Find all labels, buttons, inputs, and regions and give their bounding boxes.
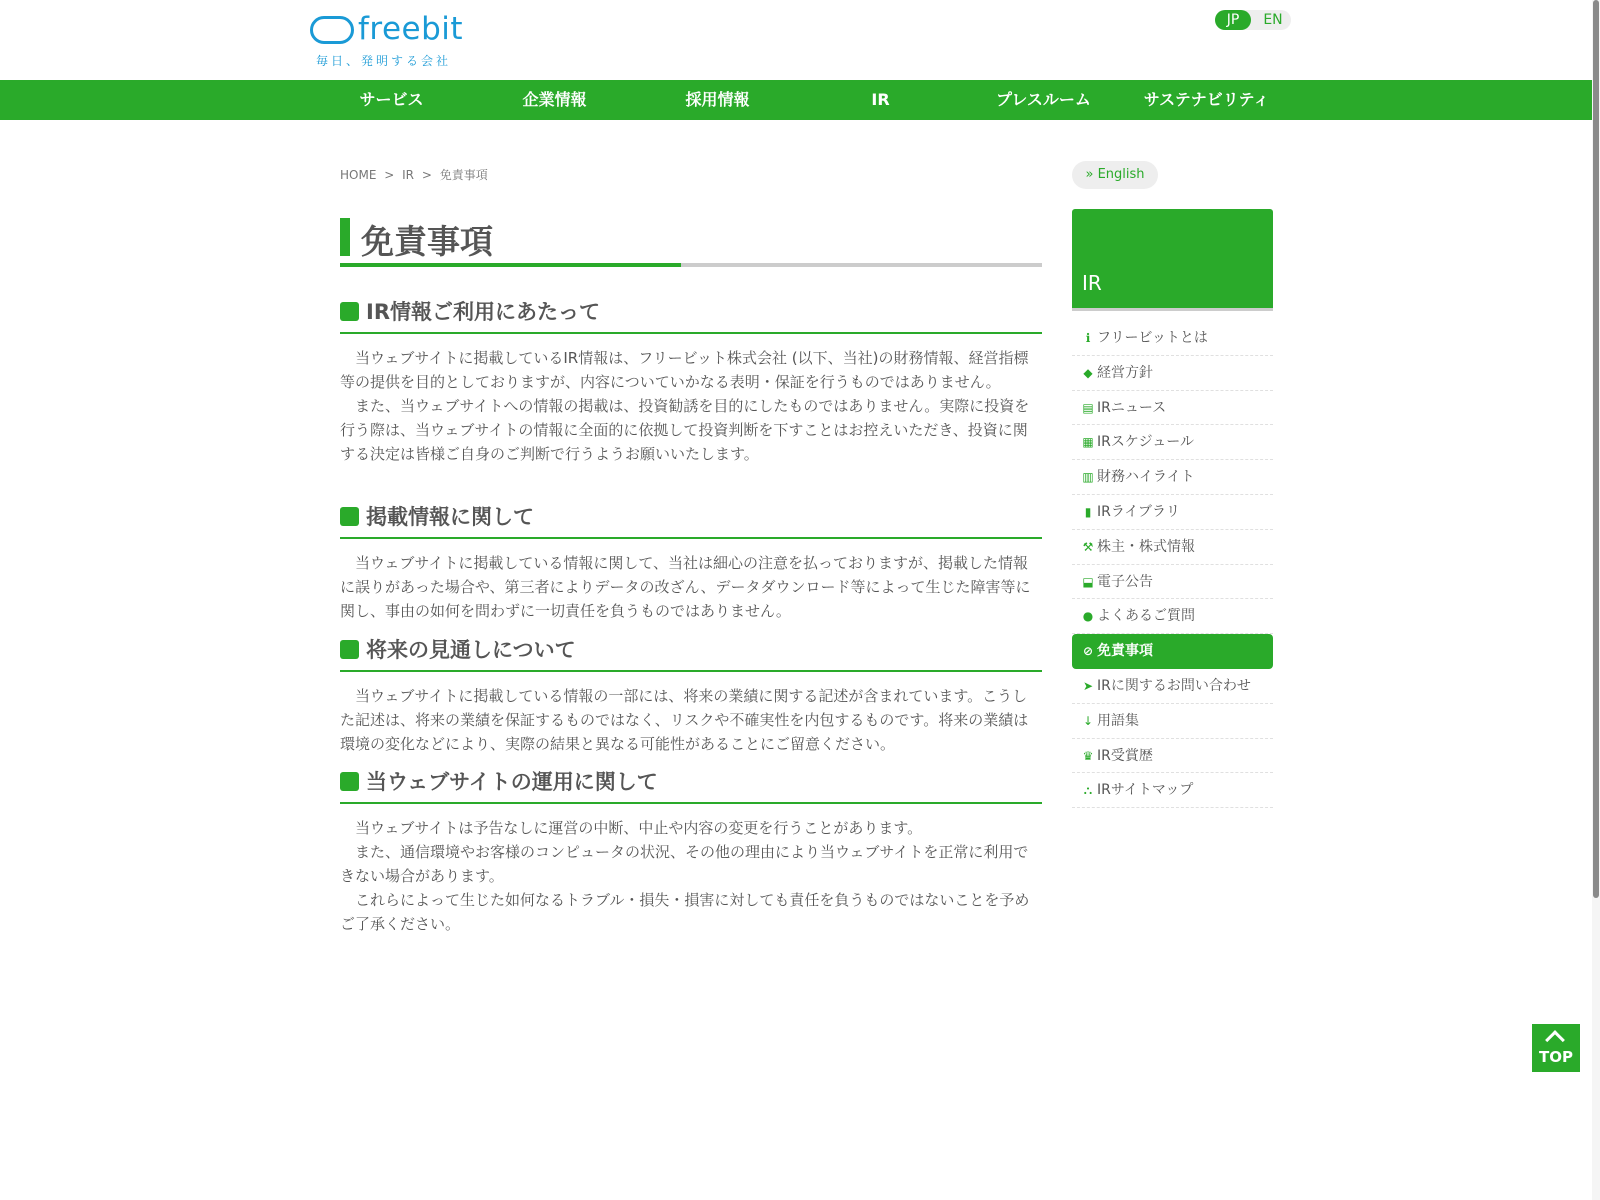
sidebar-item[interactable]	[1072, 669, 1273, 704]
section-paragraph: 当ウェブサイトに掲載している情報の一部には、将来の業績に関する記述が含まれています。こうした記述は、将来の業績を保証するものではなく、リスクや不確実性を内包するものです。将来の業績は環境の変化などにより、実際の結果と異なる可能性があることにご留意ください。	[340, 687, 1029, 753]
section-heading	[340, 501, 1042, 539]
breadcrumb-ir[interactable]: IR	[402, 168, 415, 182]
section-title: 掲載情報に関して	[366, 505, 534, 529]
sidebar-item[interactable]	[1072, 599, 1273, 634]
breadcrumb-separator: >	[384, 168, 395, 182]
back-to-top-button[interactable]	[1532, 1024, 1580, 1072]
section-posted-info	[340, 501, 1042, 623]
sidebar-item[interactable]	[1072, 634, 1273, 669]
section-square-icon	[340, 507, 359, 526]
section-site-operation	[340, 766, 1042, 936]
section-body	[340, 539, 1042, 623]
section-body	[340, 804, 1042, 936]
sidebar-item-label: IRに関するお問い合わせ	[1097, 677, 1251, 694]
sidebar-item-label: IRスケジュール	[1097, 434, 1195, 451]
lang-en-button[interactable]: EN	[1263, 12, 1283, 28]
section-paragraph: 当ウェブサイトは予告なしに運営の中断、中止や内容の変更を行うことがあります。	[355, 819, 923, 837]
inbox-icon: ⬓	[1082, 574, 1094, 589]
nav-item-pressroom[interactable]: プレスルーム	[996, 90, 1091, 109]
sidebar-item[interactable]	[1072, 425, 1273, 460]
lang-jp-button[interactable]: JP	[1215, 10, 1251, 30]
tags-icon: ◆	[1083, 365, 1093, 380]
language-switch	[1215, 10, 1291, 30]
paperclip-icon: ⊘	[1082, 644, 1094, 659]
sidebar-item[interactable]	[1072, 739, 1273, 774]
comments-icon: ●	[1082, 609, 1094, 624]
sidebar-header	[1072, 209, 1273, 311]
scrollbar-thumb[interactable]	[1593, 0, 1599, 898]
global-nav	[0, 80, 1600, 120]
section-title: 将来の見通しについて	[366, 638, 576, 662]
breadcrumb-current: 免責事項	[439, 168, 488, 182]
breadcrumb-home[interactable]: HOME	[340, 168, 377, 182]
nav-item-ir[interactable]: IR	[871, 90, 890, 109]
gavel-icon: ⚒	[1082, 539, 1094, 554]
nav-item-company[interactable]: 企業情報	[522, 90, 587, 109]
breadcrumb-separator: >	[421, 168, 432, 182]
sidebar-item[interactable]	[1072, 321, 1273, 356]
section-heading	[340, 634, 1042, 672]
site-header	[0, 0, 1600, 80]
freebit-logo[interactable]	[310, 11, 464, 70]
calendar-icon: ▦	[1082, 435, 1094, 450]
section-heading	[340, 296, 1042, 334]
section-title: IR情報ご利用にあたって	[366, 300, 600, 324]
sidebar-item-label: IRニュース	[1097, 399, 1167, 416]
breadcrumb	[340, 166, 492, 183]
section-body	[340, 672, 1042, 756]
logo-tagline: 毎日、発明する会社	[316, 54, 452, 68]
sidebar-item-label: 免責事項	[1097, 643, 1153, 660]
section-heading	[340, 766, 1042, 804]
section-paragraph: これらによって生じた如何なるトラブル・損失・損害に対しても責任を負うものではないことを予めご了承ください。	[340, 891, 1030, 933]
english-link-button[interactable]: » English	[1072, 161, 1158, 189]
sidebar-item-label: 用語集	[1097, 712, 1139, 729]
sidebar-item-label: IR受賞歴	[1097, 747, 1153, 764]
info-icon: ℹ	[1085, 331, 1091, 345]
logo-mark-icon	[310, 16, 354, 44]
sidebar-item[interactable]	[1072, 565, 1273, 600]
sidebar-item[interactable]	[1072, 356, 1273, 391]
nav-item-services[interactable]: サービス	[359, 90, 424, 109]
back-to-top-label: TOP	[1539, 1048, 1573, 1066]
sidebar-item-label: IRライブラリ	[1097, 503, 1181, 520]
page-scrollbar[interactable]	[1592, 0, 1600, 1200]
sidebar-item[interactable]	[1072, 704, 1273, 739]
sidebar-item[interactable]	[1072, 495, 1273, 530]
sidebar-item[interactable]	[1072, 773, 1273, 808]
sidebar-item-label: IRサイトマップ	[1097, 782, 1194, 799]
section-forward-looking	[340, 634, 1042, 756]
section-body	[340, 334, 1042, 466]
section-paragraph: 当ウェブサイトに掲載しているIR情報は、フリービット株式会社 (以下、当社)の財務情報、経営指標等の提供を目的としておりますが、内容についていかなる表明・保証を行うものではありません。	[340, 349, 1029, 391]
section-square-icon	[340, 302, 359, 321]
section-paragraph: また、当ウェブサイトへの情報の掲載は、投資勧誘を目的にしたものではありません。実際に投資を行う際は、当ウェブサイトの情報に全面的に依拠して投資判断を下すことはお控えいただき、投資に関する決定は皆様ご自身のご判断で行うようお願いいたします。	[340, 397, 1030, 463]
bar-chart-icon: ▥	[1082, 470, 1094, 485]
nav-item-recruit[interactable]: 採用情報	[685, 90, 750, 109]
trophy-icon: ♛	[1082, 748, 1094, 763]
sidebar-item-label: 株主・株式情報	[1097, 538, 1195, 555]
section-paragraph: また、通信環境やお客様のコンピュータの状況、その他の理由により当ウェブサイトを正常に利用できない場合があります。	[340, 843, 1029, 885]
sort-alpha-icon: ↓	[1082, 713, 1094, 728]
title-underline-accent	[340, 263, 681, 267]
chevron-up-icon	[1545, 1030, 1565, 1050]
sidebar-item-label: 電子公告	[1097, 573, 1153, 590]
sidebar-item-label: 財務ハイライト	[1097, 469, 1195, 486]
sidebar-menu	[1072, 321, 1273, 808]
sidebar-item[interactable]	[1072, 391, 1273, 426]
sidebar-item-label: フリービットとは	[1097, 330, 1208, 346]
newspaper-icon: ▤	[1082, 400, 1094, 415]
section-square-icon	[340, 640, 359, 659]
nav-item-sustainability[interactable]: サステナビリティ	[1143, 90, 1270, 109]
sitemap-icon: ⛬	[1083, 783, 1093, 798]
section-ir-usage	[340, 296, 1042, 466]
sidebar-item[interactable]	[1072, 460, 1273, 495]
sidebar-item[interactable]	[1072, 530, 1273, 565]
section-square-icon	[340, 772, 359, 791]
sidebar-header-label: IR	[1082, 271, 1102, 295]
sidebar-item-label: 経営方針	[1097, 364, 1153, 381]
section-title: 当ウェブサイトの運用に関して	[366, 770, 658, 794]
page-title-block	[340, 218, 1042, 268]
book-icon: ▮	[1084, 504, 1092, 519]
section-paragraph: 当ウェブサイトに掲載している情報に関して、当社は細心の注意を払っておりますが、掲載した情報に誤りがあった場合や、第三者によりデータの改ざん、データダウンロード等によって生じた障害等に関し、事由の如何を問わずに一切責任を負うものではありません。	[340, 554, 1031, 620]
sidebar-item-label: よくあるご質問	[1097, 608, 1195, 625]
logo-text: freebit	[358, 11, 464, 47]
title-accent-bar	[340, 218, 350, 256]
send-icon: ➤	[1082, 678, 1094, 693]
page-title: 免責事項	[361, 222, 493, 261]
